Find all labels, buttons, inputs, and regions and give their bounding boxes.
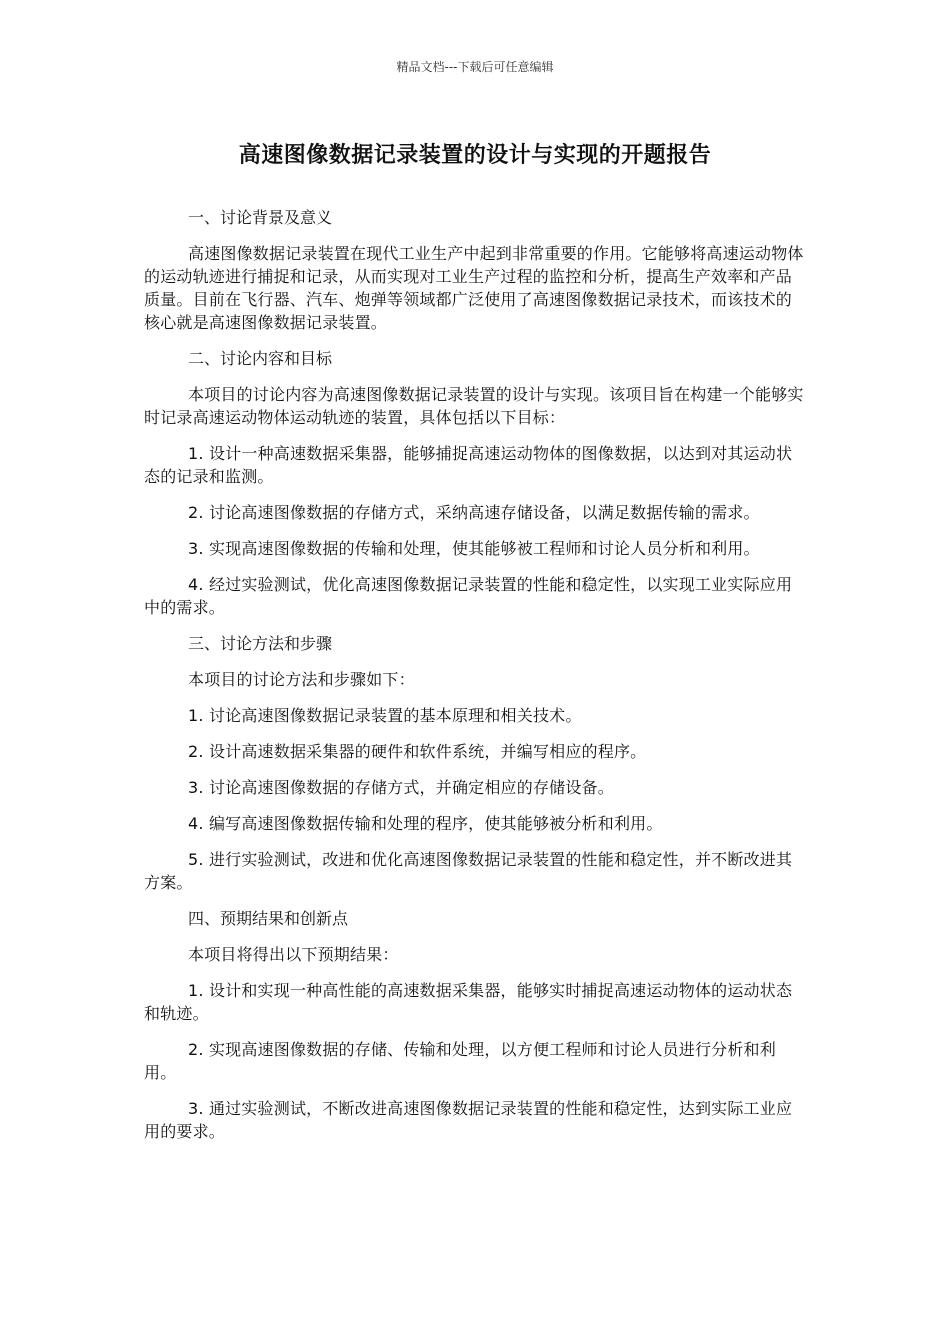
section-heading: 一、讨论背景及意义 (188, 208, 333, 227)
list-item: 3. 通过实验测试，不断改进高速图像数据记录装置的性能和稳定性，达到实际工业应用的要求。 (144, 1099, 793, 1141)
list-item: 3. 实现高速图像数据的传输和处理，使其能够被工程师和讨论人员分析和利用。 (188, 539, 760, 558)
document-title: 高速图像数据记录装置的设计与实现的开题报告 (238, 143, 712, 168)
paragraph: 本项目的讨论方法和步骤如下： (188, 670, 415, 689)
list-item: 5. 进行实验测试，改进和优化高速图像数据记录装置的性能和稳定性，并不断改进其方案。 (144, 850, 793, 892)
list-item: 2. 设计高速数据采集器的硬件和软件系统，并编写相应的程序。 (188, 742, 647, 761)
list-item: 1. 设计和实现一种高性能的高速数据采集器，能够实时捕捉高速运动物体的运动状态和轨迹。 (144, 981, 793, 1023)
section-heading: 三、讨论方法和步骤 (188, 634, 333, 653)
section-heading: 二、讨论内容和目标 (188, 349, 333, 368)
list-item: 3. 讨论高速图像数据的存储方式，并确定相应的存储设备。 (188, 778, 614, 797)
list-item: 2. 讨论高速图像数据的存储方式，采纳高速存储设备，以满足数据传输的需求。 (188, 503, 760, 522)
header-note: 精品文档---下载后可任意编辑 (396, 60, 554, 74)
paragraph: 本项目将得出以下预期结果： (188, 945, 399, 964)
section-heading: 四、预期结果和创新点 (188, 909, 349, 928)
list-item: 4. 编写高速图像数据传输和处理的程序，使其能够被分析和利用。 (188, 814, 663, 833)
paragraph: 高速图像数据记录装置在现代工业生产中起到非常重要的作用。它能够将高速运动物体的运动轨迹进行捕捉和记录，从而实现对工业生产过程的监控和分析，提高生产效率和产品质量。目前在飞行器、汽车、炮弹等领域都广泛使用了高速图像数据记录技术，而该技术的核心就是高速图像数据记录装置。 (144, 244, 804, 332)
paragraph: 本项目的讨论内容为高速图像数据记录装置的设计与实现。该项目旨在构建一个能够实时记录高速运动物体运动轨迹的装置，具体包括以下目标： (144, 385, 804, 427)
list-item: 2. 实现高速图像数据的存储、传输和处理，以方便工程师和讨论人员进行分析和利用。 (144, 1040, 776, 1082)
list-item: 1. 讨论高速图像数据记录装置的基本原理和相关技术。 (188, 706, 582, 725)
list-item: 4. 经过实验测试，优化高速图像数据记录装置的性能和稳定性，以实现工业实际应用中的需求。 (144, 575, 793, 617)
document-body (144, 206, 808, 1156)
list-item: 1. 设计一种高速数据采集器，能够捕捉高速运动物体的图像数据，以达到对其运动状态的记录和监测。 (144, 444, 793, 486)
